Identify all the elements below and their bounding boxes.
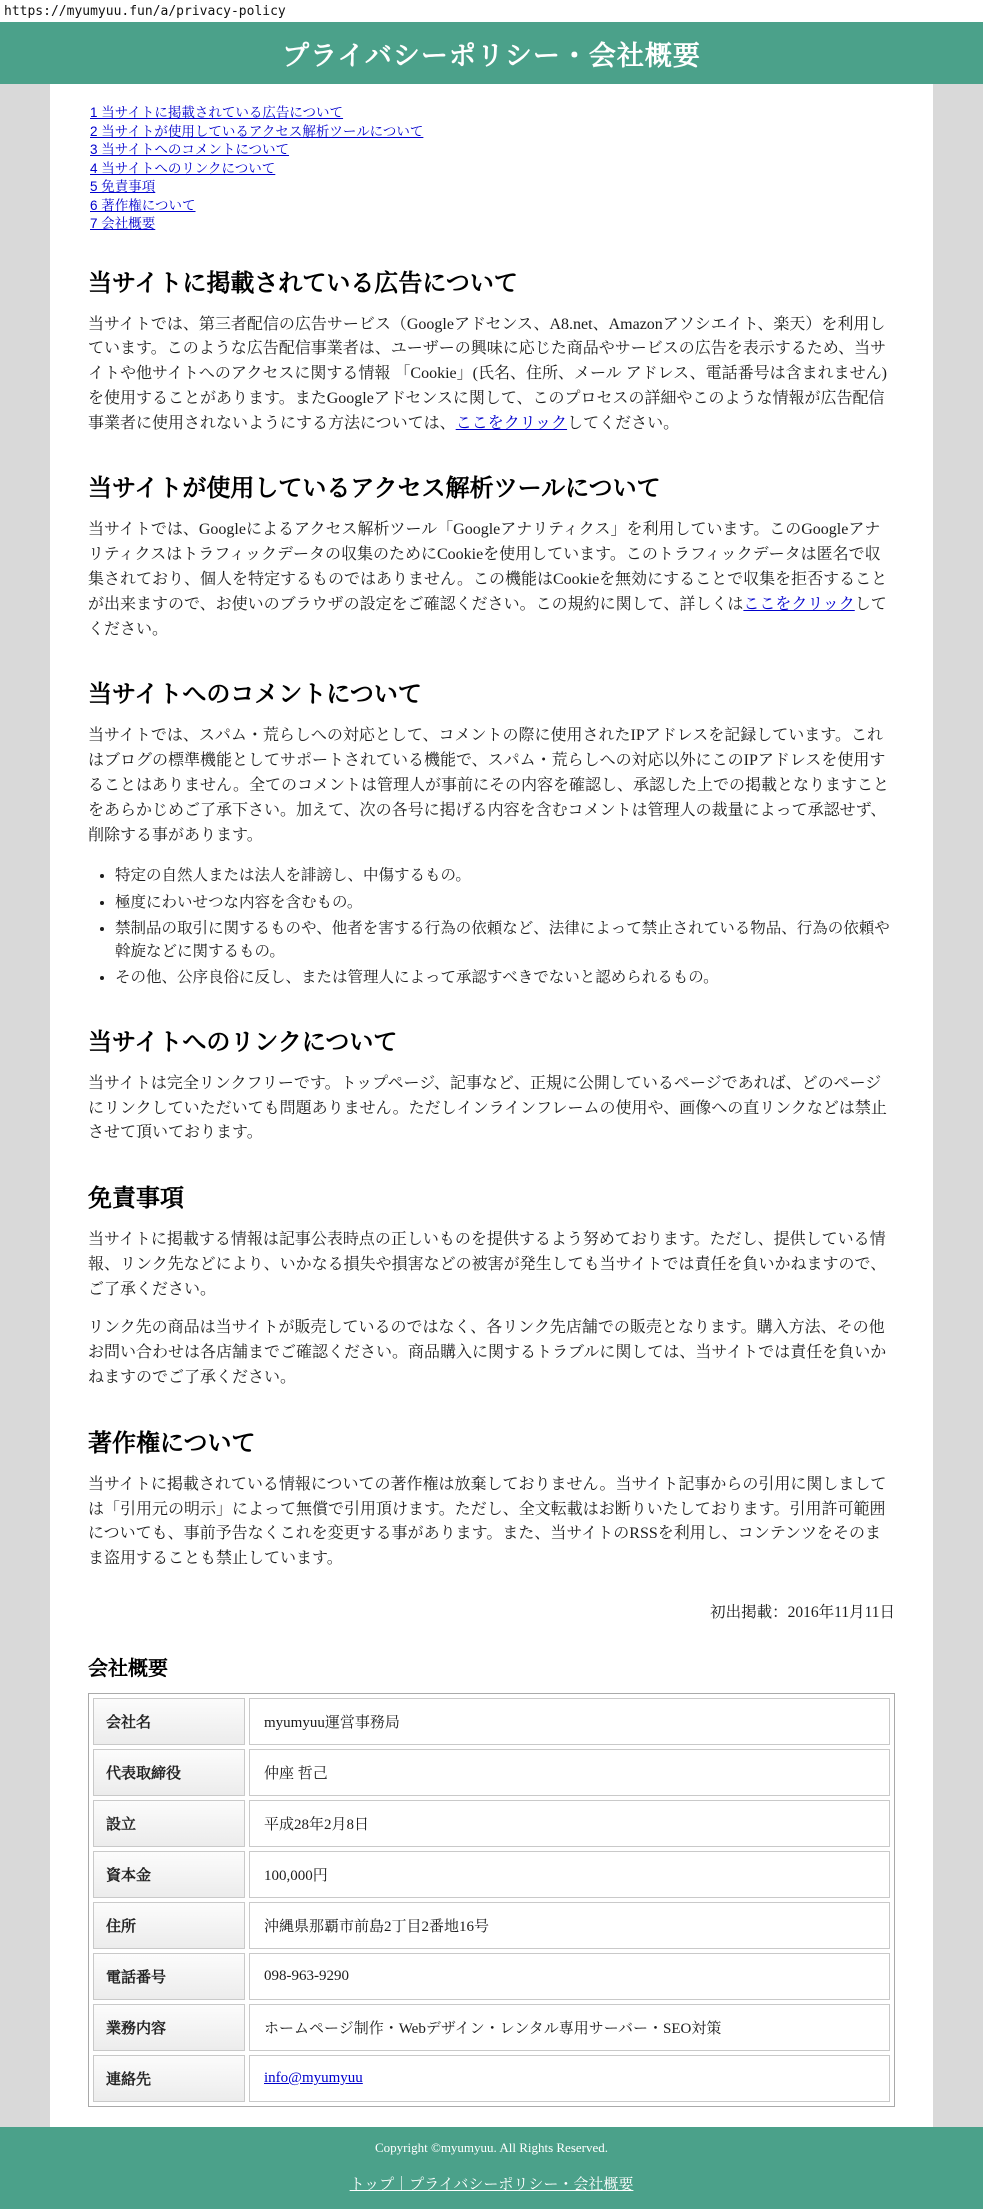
company-founded-value: 平成28年2月8日 (249, 1800, 890, 1847)
site-footer (0, 2127, 983, 2209)
section-heading-copyright: 著作権について (88, 1429, 256, 1457)
company-phone-label: 電話番号 (93, 1953, 245, 2000)
section-analytics-paragraph (88, 518, 895, 642)
toc-link-ads[interactable]: 1 当サイトに掲載されている広告について (90, 105, 344, 120)
paragraph-text: 当サイトでは、第三者配信の広告サービス（Googleアドセンス、A8.net、Amazonアソシエイト、楽天）を利用しています。このような広告配信事業者は、ユーザーの興味に応じた商品やサービスの広告を表示するため、当サイトや他サイトへのアクセスに関する情報 「Cookie」(氏名、住所、メール アドレス、電話番号は含まれません) を使用することがあります。またGoogleアドセンスに関して、このプロセスの詳細やこのような情報が広告配信事業者に使用されないようにする方法については、 (88, 315, 887, 432)
toc-link-copyright[interactable]: 6 著作権について (90, 197, 196, 213)
section-comments (88, 680, 895, 989)
company-contact-label: 連絡先 (93, 2055, 245, 2102)
content-area (50, 84, 933, 2127)
section-heading-disclaimer: 免責事項 (88, 1185, 184, 1213)
analytics-terms-link[interactable]: ここをクリック (743, 595, 855, 613)
company-address-value: 沖縄県那覇市前島2丁目2番地16号 (249, 1902, 890, 1949)
company-name-value: myumyuu運営事務局 (249, 1698, 890, 1745)
company-overview-heading: 会社概要 (88, 1658, 168, 1681)
list-item: • 禁制品の取引に関するものや、他者を害する行為の依頼など、法律によって禁止されている物品、行為の依頼や斡旋などに関するもの。 (115, 917, 895, 964)
section-disclaimer-paragraph-2: リンク先の商品は当サイトが販売しているのではなく、各リンク先店舗での販売となります。購入方法、その他お問い合わせは各店舗までご確認ください。商品購入に関するトラブルに関しては、当サイトでは責任を負いかねますのでご了承ください。 (88, 1319, 887, 1387)
section-heading-ads: 当サイトに掲載されている広告について (88, 269, 518, 297)
toc-link-comments[interactable]: 3 当サイトへのコメントについて (90, 142, 290, 157)
toc-link-disclaimer[interactable]: 5 免責事項 (90, 179, 156, 194)
company-phone-value: 098-963-9290 (249, 1953, 890, 2000)
section-ads-paragraph (88, 313, 895, 437)
toc-link-links[interactable]: 4 当サイトへのリンクについて (90, 160, 276, 176)
table-row (93, 2055, 890, 2102)
company-overview-table (88, 1693, 895, 2107)
section-disclaimer (88, 1184, 895, 1391)
toc-link-company[interactable]: 7 会社概要 (90, 216, 156, 231)
table-row (93, 1902, 890, 1949)
table-row (93, 2004, 890, 2051)
footer-nav-link[interactable]: トップ｜プライバシーポリシー・会社概要 (349, 2176, 634, 2194)
table-row (93, 1953, 890, 2000)
page-title: プライバシーポリシー・会社概要 (282, 40, 701, 71)
list-item: • 特定の自然人または法人を誹謗し、中傷するもの。 (115, 864, 895, 887)
browser-address-url: https://myumyuu.fun/a/privacy-policy (0, 0, 983, 22)
section-heading-analytics: 当サイトが使用しているアクセス解析ツールについて (88, 475, 661, 503)
company-ceo-label: 代表取締役 (93, 1749, 245, 1796)
company-name-label: 会社名 (93, 1698, 245, 1745)
company-founded-label: 設立 (93, 1800, 245, 1847)
table-row (93, 1698, 890, 1745)
section-analytics (88, 474, 895, 642)
contact-email-link[interactable]: info@myumyuu (264, 2070, 363, 2087)
section-company (88, 1652, 895, 2107)
paragraph-text: してください。 (88, 595, 887, 638)
company-business-value: ホームページ制作・Webデザイン・レンタル専用サーバー・SEO対策 (249, 2004, 890, 2051)
comment-rules-list (88, 864, 895, 989)
section-copyright (88, 1429, 895, 1622)
table-of-contents (90, 106, 895, 231)
section-disclaimer-paragraph-1: 当サイトに掲載する情報は記事公表時点の正しいものを提供するよう努めております。ただし、提供している情報、リンク先などにより、いかなる損失や損害などの被害が発生しても当サイトでは責任を負いかねますので、ご了承ください。 (88, 1231, 887, 1298)
footer-nav (0, 2173, 983, 2194)
list-item: • 極度にわいせつな内容を含むもの。 (115, 891, 895, 914)
section-links (88, 1028, 895, 1146)
table-row (93, 1800, 890, 1847)
company-ceo-value: 仲座 哲己 (249, 1749, 890, 1796)
paragraph-text: してください。 (567, 414, 680, 432)
copyright-text: Copyright ©myumyuu. All Rights Reserved. (374, 2140, 609, 2156)
section-heading-links: 当サイトへのリンクについて (88, 1028, 398, 1056)
ads-optout-link[interactable]: ここをクリック (455, 414, 568, 432)
section-ads (88, 269, 895, 437)
site-header (0, 22, 983, 84)
company-address-label: 住所 (93, 1902, 245, 1949)
section-comments-paragraph: 当サイトでは、スパム・荒らしへの対応として、コメントの際に使用されたIPアドレスを記録しています。これはブログの標準機能としてサポートされている機能で、スパム・荒らしへの対応以外にこのIPアドレスを使用することはありません。全てのコメントは管理人が事前にその内容を確認し、承認した上での掲載となりますことをあらかじめご了承下さい。加えて、次の各号に掲げる内容を含むコメントは管理人の裁量によって承認せず、削除する事があります。 (88, 727, 889, 844)
company-business-label: 業務内容 (93, 2004, 245, 2051)
section-copyright-paragraph: 当サイトに掲載されている情報についての著作権は放棄しておりません。当サイト記事からの引用に関しましては「引用元の明示」によって無償で引用頂けます。ただし、全文転載はお断りいたしております。引用許可範囲についても、事前予告なくこれを変更する事があります。また、当サイトのRSSを利用し、コンテンツをそのまま盗用することも禁止しています。 (88, 1475, 887, 1568)
company-capital-label: 資本金 (93, 1851, 245, 1898)
paragraph-text: 当サイトでは、Googleによるアクセス解析ツール「Googleアナリティクス」を利用しています。このGoogleアナリティクスはトラフィックデータの収集のためにCookieを使用しています。このトラフィックデータは匿名で収集されており、個人を特定するものではありません。この機能はCookieを無効にすることで収集を拒否することが出来ますので、お使いのブラウザの設定をご確認ください。この規約に関して、詳しくは (88, 521, 888, 613)
toc-link-analytics[interactable]: 2 当サイトが使用しているアクセス解析ツールについて (90, 123, 424, 139)
table-row (93, 1749, 890, 1796)
first-published-date: 初出掲載：2016年11月11日 (710, 1604, 895, 1622)
company-capital-value: 100,000円 (249, 1851, 890, 1898)
list-item: • その他、公序良俗に反し、または管理人によって承認すべきでないと認められるもの。 (115, 966, 895, 989)
section-links-paragraph: 当サイトは完全リンクフリーです。トップページ、記事など、正規に公開しているページであれば、どのページにリンクしていただいても問題ありません。ただしインラインフレームの使用や、画像への直リンクなどは禁止させて頂いております。 (88, 1074, 887, 1142)
company-contact-value (249, 2055, 890, 2102)
table-row (93, 1851, 890, 1898)
section-heading-comments: 当サイトへのコメントについて (88, 681, 422, 709)
